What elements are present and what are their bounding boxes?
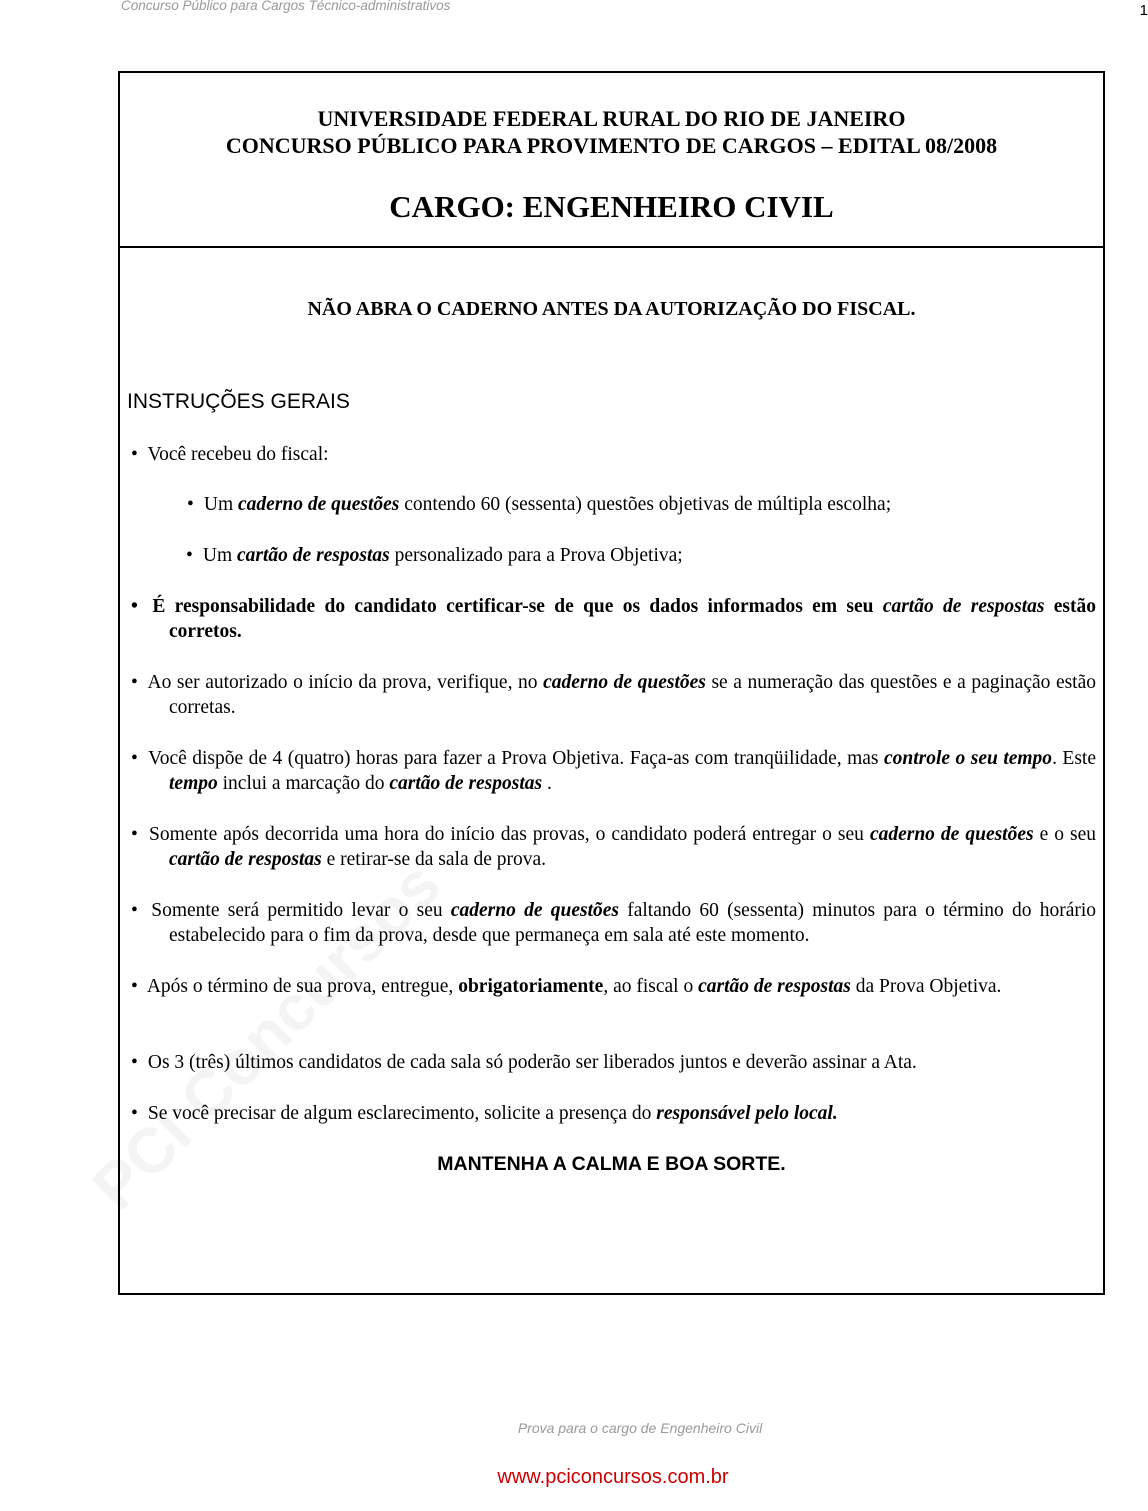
instruction-received	[131, 442, 1096, 467]
bullet: •	[131, 672, 138, 693]
instruction-answer-card	[186, 543, 1096, 568]
bullet: •	[131, 900, 138, 921]
warning-notice: NÃO ABRA O CADERNO ANTES DA AUTORIZAÇÃO DO FISCAL.	[307, 298, 916, 320]
instruction-text: inclui a marcação do	[222, 773, 385, 794]
instruction-text: . Este	[1052, 748, 1096, 769]
bullet: •	[187, 494, 194, 515]
bold-text: obrigatoriamente	[458, 976, 604, 997]
instruction-text: Os 3 (três) últimos candidatos de cada sala só poderão ser liberados juntos e deverão assinar a Ata.	[147, 1052, 917, 1073]
cover-frame	[118, 71, 1105, 1295]
instruction-text: e retirar-se da sala de prova.	[326, 849, 547, 870]
title-block	[120, 73, 1103, 248]
instruction-text: Você dispõe de 4 (quatro) horas para fazer a Prova Objetiva. Faça-as com tranqüilidade, mas	[148, 748, 879, 769]
instruction-verify-pages	[131, 670, 1096, 720]
instruction-clarification	[131, 1101, 1096, 1126]
bullet: •	[131, 1052, 138, 1073]
instruction-text: contendo 60 (sessenta) questões objetivas de múltipla escolha;	[404, 494, 892, 515]
bullet: •	[131, 976, 138, 997]
bullet: •	[131, 824, 138, 845]
emphasis-text: cartão de respostas	[698, 976, 851, 997]
emphasis-text: caderno de questões	[238, 494, 400, 515]
emphasis-text: cartão de respostas	[389, 773, 543, 794]
instruction-text: .	[547, 773, 552, 794]
footer-caption: Prova para o cargo de Engenheiro Civil	[517, 1420, 763, 1436]
instruction-question-booklet	[187, 492, 1096, 517]
instruction-time-limit	[131, 746, 1096, 796]
emphasis-text: cartão de respostas	[169, 849, 322, 870]
emphasis-text: caderno de questões	[869, 824, 1034, 845]
emphasis-text: caderno de questões	[450, 900, 619, 921]
running-header: Concurso Público para Cargos Técnico-administrativos	[121, 0, 451, 13]
footer-website-link[interactable]: www.pciconcursos.com.br	[497, 1466, 729, 1488]
cargo-title: CARGO: ENGENHEIRO CIVIL	[389, 189, 834, 224]
bullet: •	[131, 444, 138, 465]
instruction-leave-room	[131, 822, 1096, 872]
instruction-text: Um	[202, 545, 233, 566]
instruction-responsibility	[131, 594, 1096, 644]
instruction-take-booklet	[131, 898, 1096, 948]
emphasis-text: caderno de questões	[543, 672, 706, 693]
instruction-hand-in	[131, 974, 1096, 999]
bullet: •	[131, 748, 138, 769]
contest-title: CONCURSO PÚBLICO PARA PROVIMENTO DE CARGOS – EDITAL 08/2008	[225, 133, 998, 158]
instruction-text: Ao ser autorizado o início da prova, verifique, no	[147, 672, 538, 693]
emphasis-text: cartão de respostas	[237, 545, 390, 566]
instruction-text: faltando 60 (sessenta) minutos para o término do horário estabelecido para o fim da prova, desde que permaneça em sala até este momento.	[169, 900, 1097, 946]
instructions-heading: INSTRUÇÕES GERAIS	[127, 390, 350, 413]
instruction-text: se a numeração das questões e a paginação estão corretas.	[169, 672, 1097, 718]
instruction-last-candidates	[131, 1050, 1096, 1075]
bullet: •	[131, 596, 138, 617]
instruction-text: Se você precisar de algum esclarecimento, solicite a presença do	[147, 1103, 652, 1124]
instruction-text: estão corretos.	[169, 596, 1097, 642]
emphasis-text: tempo	[169, 773, 218, 794]
bullet: •	[186, 545, 193, 566]
instruction-text: É responsabilidade do candidato certificar-se de que os dados informados em seu	[152, 596, 874, 617]
instruction-text: personalizado para a Prova Objetiva;	[394, 545, 683, 566]
closing-message: MANTENHA A CALMA E BOA SORTE.	[437, 1153, 786, 1175]
instruction-text: Somente após decorrida uma hora do início das provas, o candidato poderá entregar o seu	[149, 824, 864, 845]
emphasis-text: controle o seu tempo	[883, 748, 1053, 769]
bullet: •	[131, 1103, 138, 1124]
page-number: 1	[1139, 2, 1148, 19]
instruction-text: da Prova Objetiva.	[855, 976, 1002, 997]
emphasis-text: cartão de respostas	[882, 596, 1045, 617]
instruction-text: Um	[203, 494, 234, 515]
instruction-text: Você recebeu do fiscal:	[147, 444, 329, 465]
institution-name: UNIVERSIDADE FEDERAL RURAL DO RIO DE JANEIRO	[317, 106, 906, 131]
instruction-text: Após o término de sua prova, entregue,	[146, 976, 454, 997]
instruction-text: Somente será permitido levar o seu	[151, 900, 443, 921]
instruction-text: , ao fiscal o	[603, 976, 694, 997]
emphasis-text: responsável pelo local.	[656, 1103, 838, 1124]
instruction-text: e o seu	[1039, 824, 1097, 845]
